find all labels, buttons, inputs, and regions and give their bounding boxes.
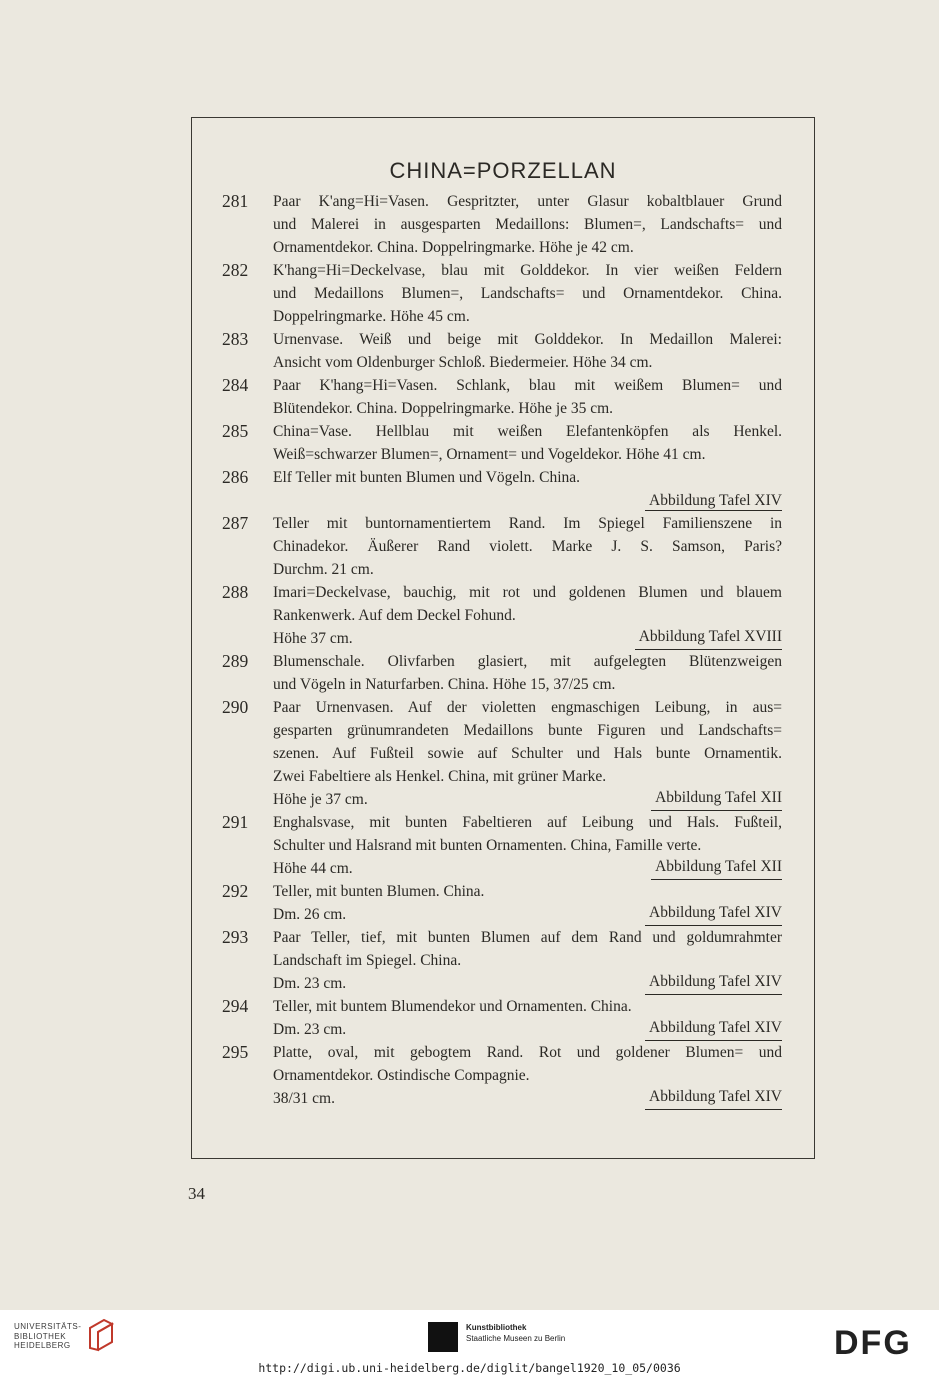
catalog-entries [222,190,782,1110]
plate-reference: Abbildung Tafel XII [651,857,782,880]
entry-text-line: K'hang=Hi=Deckelvase, blau mit Golddekor. In vier weißen Feldern [273,262,782,279]
entry-text-line: Blumenschale. Olivfarben glasiert, mit aufgelegten Blütenzweigen [273,653,782,670]
entry-number: 290 [222,697,249,717]
entry-text-line: Ornamentdekor. China. Doppelringmarke. Höhe je 42 cm. [273,239,634,256]
plate-reference: Abbildung Tafel XVIII [635,627,782,650]
entry-number: 289 [222,651,249,671]
ub-logo-line: UNIVERSITÄTS- [14,1322,82,1331]
entry-number: 281 [222,191,249,211]
catalog-entry [222,811,782,880]
catalog-entry [222,328,782,374]
catalog-entry [222,995,782,1041]
entry-text-line: Teller, mit buntem Blumendekor und Ornamenten. China. [273,998,632,1015]
page-url-link[interactable]: http://digi.ub.uni-heidelberg.de/diglit/bangel1920_10_05/0036 [258,1361,681,1375]
footer-bar [0,1310,939,1377]
catalog-entry [222,259,782,328]
plate-reference: Abbildung Tafel XII [651,788,782,811]
catalog-entry [222,420,782,466]
catalog-entry [222,581,782,650]
entry-text-line: Weiß=schwarzer Blumen=, Ornament= und Vogeldekor. Höhe 41 cm. [273,446,706,463]
entry-text-line: Doppelringmarke. Höhe 45 cm. [273,308,470,325]
entry-text-line: Rankenwerk. Auf dem Deckel Fohund. [273,607,516,624]
catalog-entry [222,1041,782,1110]
kunstbibliothek-logo-icon[interactable] [428,1322,458,1352]
catalog-entry [222,880,782,926]
plate-reference: Abbildung Tafel XIV [645,1087,782,1110]
entry-text-line: Schulter und Halsrand mit bunten Ornamenten. China, Famille verte. [273,837,702,854]
entry-number: 282 [222,260,249,280]
entry-dimension: Höhe 37 cm. [273,630,353,647]
entry-text-line: Imari=Deckelvase, bauchig, mit rot und goldenen Blumen und blauem [273,584,782,601]
entry-text-line: Blütendekor. China. Doppelringmarke. Höhe je 35 cm. [273,400,614,417]
ub-logo-line: HEIDELBERG [14,1341,71,1350]
entry-text-line: Durchm. 21 cm. [273,561,374,578]
entry-text-line: Teller, mit bunten Blumen. China. [273,883,485,900]
entry-dimension: Höhe 44 cm. [273,860,353,877]
entry-text-line: und Vögeln in Naturfarben. China. Höhe 15, 37/25 cm. [273,676,616,693]
entry-text-line: Chinadekor. Äußerer Rand violett. Marke J. S. Samson, Paris? [273,538,782,555]
entry-dimension: 38/31 cm. [273,1090,335,1107]
entry-text-line: Zwei Fabeltiere als Henkel. China, mit grüner Marke. [273,768,607,785]
entry-text-line: und Medaillons Blumen=, Landschafts= und Ornamentdekor. China. [273,285,782,302]
entry-number: 293 [222,927,249,947]
entry-number: 287 [222,513,249,533]
entry-text-line: Ornamentdekor. Ostindische Compagnie. [273,1067,530,1084]
entry-number: 285 [222,421,249,441]
ub-logo-line: BIBLIOTHEK [14,1331,67,1341]
entry-number: 283 [222,329,249,349]
entry-text-line: Paar K'hang=Hi=Vasen. Schlank, blau mit weißem Blumen= und [273,377,782,394]
catalog-entry [222,512,782,581]
entry-reference-row [273,489,782,512]
entry-number: 284 [222,375,249,395]
entry-text-line: Elf Teller mit bunten Blumen und Vögeln. China. [273,469,581,486]
entry-text-line: China=Vase. Hellblau mit weißen Elefantenköpfen als Henkel. [273,423,782,440]
entry-text-line: Landschaft im Spiegel. China. [273,952,462,969]
entry-text-line: und Malerei in ausgesparten Medaillons: Blumen=, Landschafts= und [273,216,782,233]
catalog-entry [222,190,782,259]
page-number: 34 [188,1184,205,1203]
entry-text-line: Enghalsvase, mit bunten Fabeltieren auf Leibung und Hals. Fußteil, [273,814,782,831]
plate-reference: Abbildung Tafel XIV [645,972,782,995]
plate-reference: Abbildung Tafel XIV [645,1018,782,1041]
entry-reference-row [273,1018,782,1041]
entry-text-line: Teller mit buntornamentiertem Rand. Im Spiegel Familienszene in [273,515,782,532]
plate-reference: Abbildung Tafel XIV [645,903,782,926]
entry-reference-row [273,1087,782,1110]
entry-reference-row [273,627,782,650]
dfg-logo[interactable]: DFG [834,1324,912,1362]
entry-number: 294 [222,996,249,1016]
catalog-entry [222,374,782,420]
entry-dimension: Dm. 23 cm. [273,975,347,992]
entry-text-line: Platte, oval, mit gebogtem Rand. Rot und goldener Blumen= und [273,1044,782,1061]
entry-text-line: Paar K'ang=Hi=Vasen. Gespritzter, unter Glasur kobaltblauer Grund [273,193,782,210]
plate-reference: Abbildung Tafel XIV [645,491,782,511]
catalog-entry [222,926,782,995]
ub-emblem-icon [86,1318,114,1352]
entry-text-line: Paar Teller, tief, mit bunten Blumen auf dem Rand und goldumrahmter [273,929,782,946]
entry-reference-row [273,972,782,995]
entry-text-line: gesparten grünumrandeten Medaillons bunte Figuren und Landschafts= [273,722,782,739]
kb-title: Kunstbibliothek [466,1323,527,1332]
entry-text-line: Ansicht vom Oldenburger Schloß. Biedermeier. Höhe 34 cm. [273,354,653,371]
catalog-entry [222,650,782,696]
kunstbibliothek-label [466,1322,565,1344]
entry-dimension: Höhe je 37 cm. [273,791,368,808]
entry-text-line: Urnenvase. Weiß und beige mit Golddekor. In Medaillon Malerei: [273,331,782,348]
entry-number: 286 [222,467,249,487]
entry-reference-row [273,857,782,880]
entry-reference-row [273,903,782,926]
kb-subtitle: Staatliche Museen zu Berlin [466,1334,566,1343]
entry-number: 295 [222,1042,249,1062]
entry-text-line: szenen. Auf Fußteil sowie auf Schulter und Hals bunte Ornamentik. [273,745,782,762]
catalog-entry [222,466,782,512]
entry-text-line: Paar Urnenvasen. Auf der violetten engmaschigen Leibung, in aus= [273,699,782,716]
entry-dimension: Dm. 23 cm. [273,1021,347,1038]
entry-number: 292 [222,881,249,901]
entry-number: 288 [222,582,249,602]
entry-reference-row [273,788,782,811]
entry-dimension: Dm. 26 cm. [273,906,347,923]
ub-heidelberg-logo[interactable] [14,1322,81,1351]
entry-number: 291 [222,812,249,832]
page-title: CHINA=PORZELLAN [389,158,617,183]
catalog-entry [222,696,782,811]
